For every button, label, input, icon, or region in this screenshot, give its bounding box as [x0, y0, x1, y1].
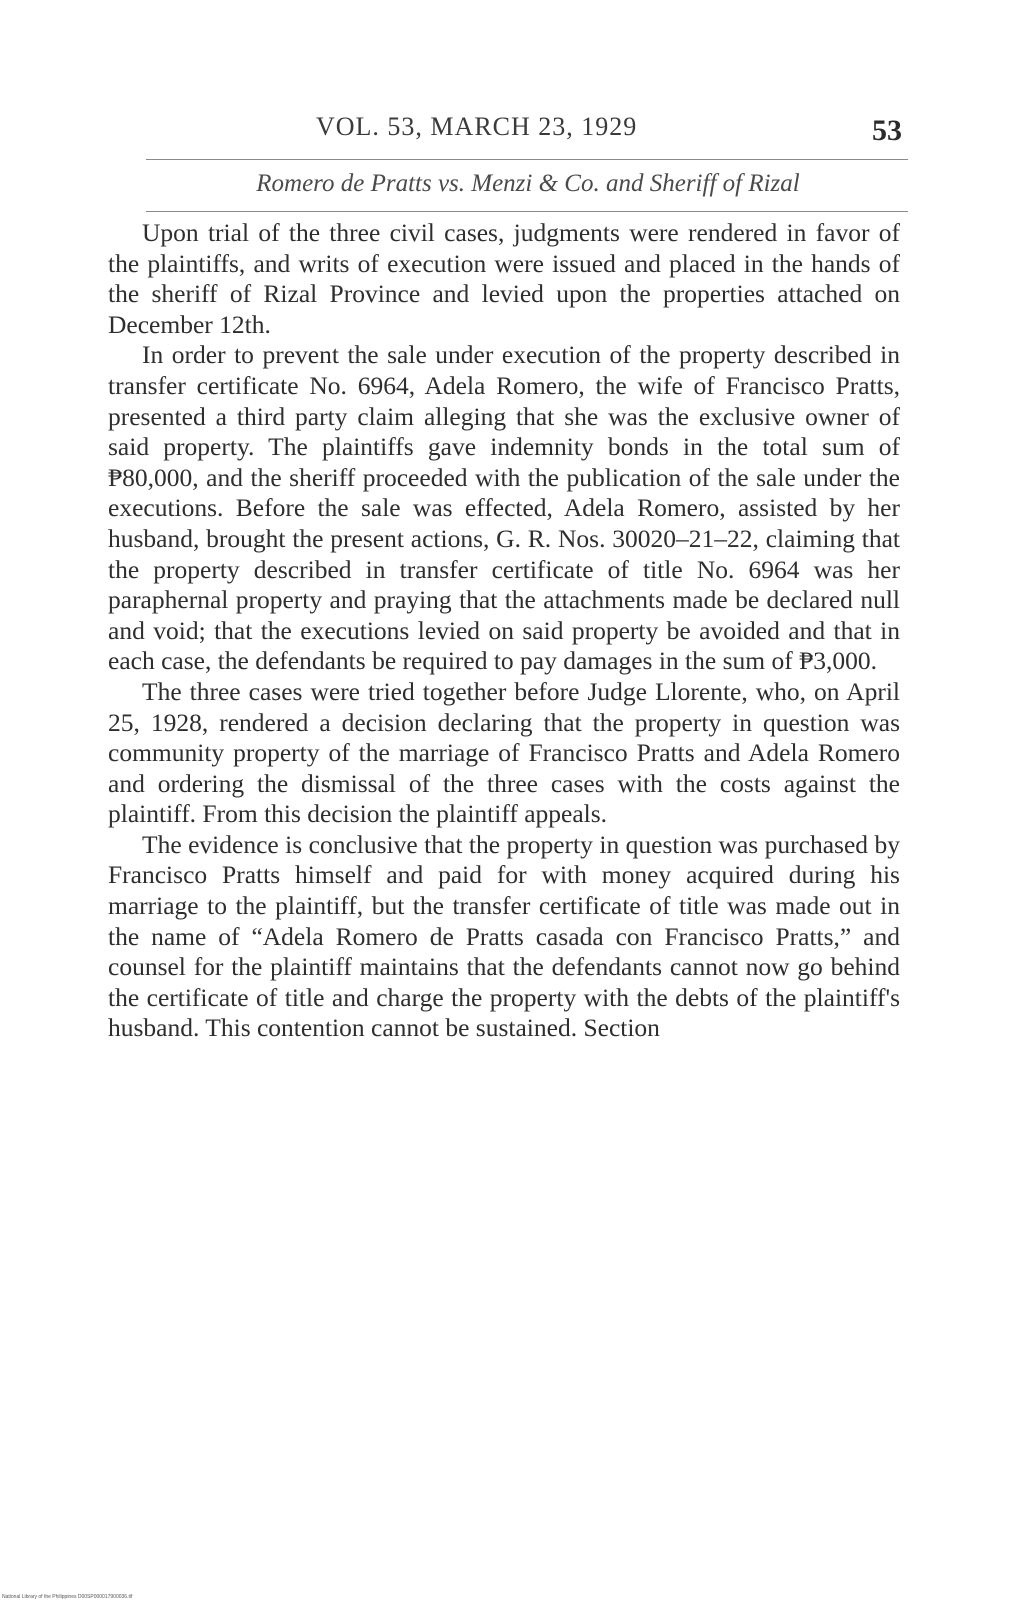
header-rule-top [146, 159, 908, 160]
paragraph-3: The three cases were tried together before Judge Llorente, who, on April 25, 1928, rendered a decision declaring that the property in question was community property of the marriage of Francisco Pratts and Adela Romero and ordering the dismissal of the three cases with the costs against the plaintiff. From this decision the plaintiff appeals. [108, 676, 900, 829]
paragraph-2: In order to prevent the sale under execution of the property described in transfer certificate No. 6964, Adela Romero, the wife of Francisco Pratts, presented a third party claim alleging that she was the exclusive owner of said property. The plaintiffs gave indemnity bonds in the total sum of ₱80,000, and the sheriff proceeded with the publication of the sale under the executions. Before the sale was effected, Adela Romero, assisted by her husband, brought the present actions, G. R. Nos. 30020–21–22, claiming that the property described in transfer certificate of title No. 6964 was her paraphernal property and praying that the attachments made be declared null and void; that the executions levied on said property be avoided and that in each case, the defendants be required to pay damages in the sum of ₱3,000. [108, 340, 900, 676]
paragraph-1: Upon trial of the three civil cases, judgments were rendered in favor of the plaintiffs, and writs of execution were issued and placed in the hands of the sheriff of Rizal Province and levied upon the properties attached on December 12th. [108, 218, 900, 339]
scan-footer-note: National Library of the Philippines D00SP000017900036.tif [2, 1594, 133, 1600]
paragraph-4: The evidence is conclusive that the property in question was purchased by Francisco Pratts himself and paid for with money acquired during his marriage to the plaintiff, but the transfer certificate of title was made out in the name of “Adela Romero de Pratts casada con Francisco Pratts,” and counsel for the plaintiff maintains that the defendants cannot now go behind the certificate of title and charge the property with the debts of the plaintiff's husband. This contention cannot be sustained. Section [108, 829, 900, 1043]
page-number: 53 [872, 114, 902, 147]
header-rule-bottom [146, 211, 908, 212]
volume-date-header: VOL. 53, MARCH 23, 1929 [316, 112, 638, 141]
running-title: Romero de Pratts vs. Menzi & Co. and Sheriff of Rizal [256, 170, 800, 197]
body-text [108, 218, 900, 1044]
